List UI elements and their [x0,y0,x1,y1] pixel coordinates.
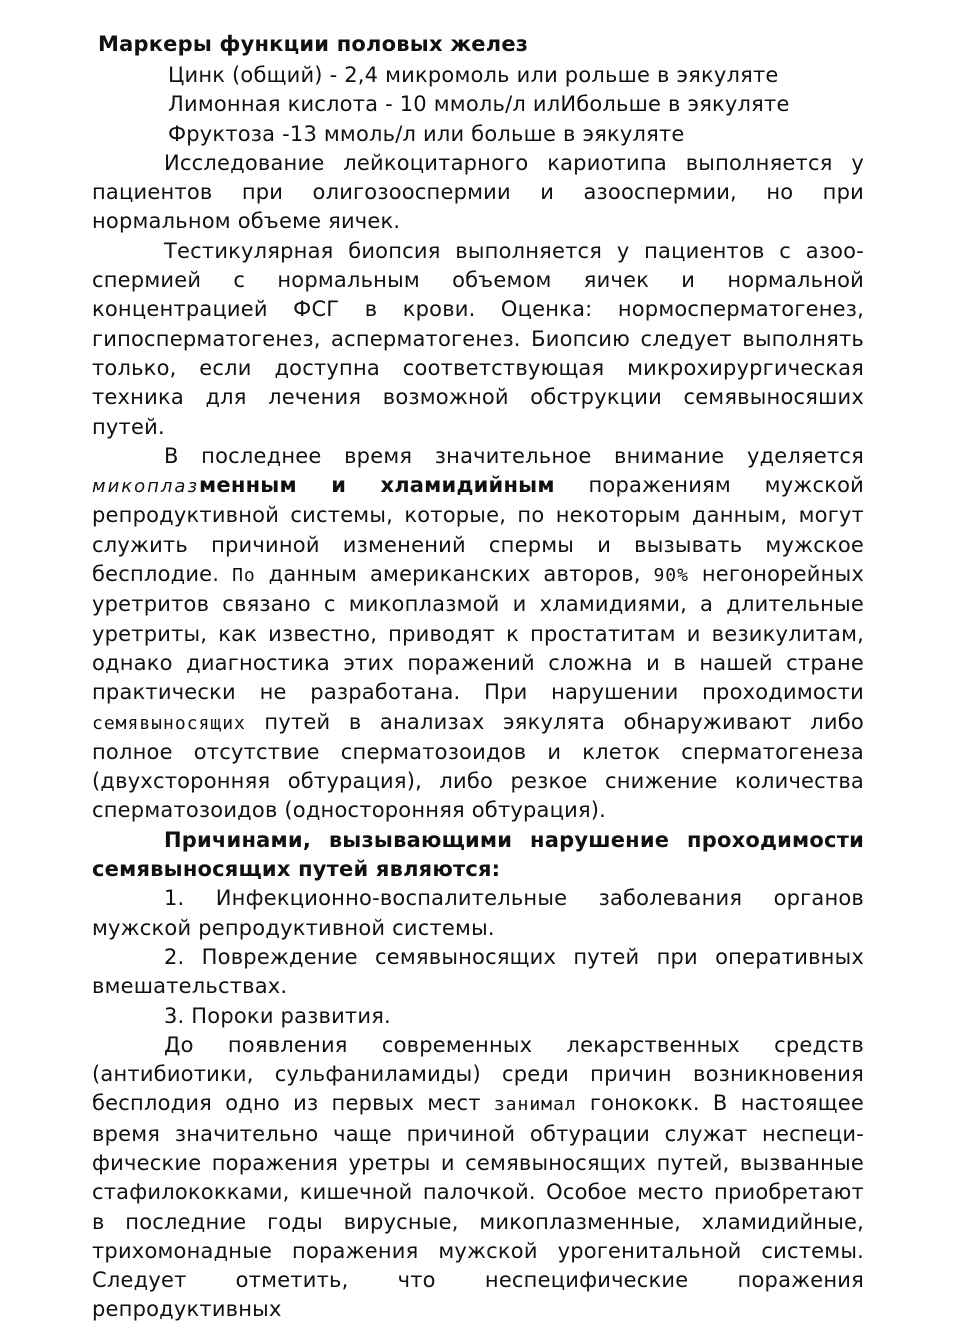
causes-heading: Причинами, вызывающими нарушение проходимости семявыносящих путей являются: [92,827,864,882]
cause-item-2: 2. Повреждение семявыносящих путей при оперативных вмешательствах. [92,944,864,999]
paragraph-karyotype: Исследование лейкоцитарного кариотипа выполняется у пациентов при олигозооспермии и азооспермии, но при нормальном объеме яичек. [92,150,864,234]
text-run-small: 90% [653,565,689,587]
text-run: В последнее время значительное внимание уделяется [164,443,864,468]
cause-item-3: 3. Пороки развития. [164,1003,391,1028]
cause-item-1: 1. Инфекционно-воспалительные заболевания органов мужской репродуктивной системы. [92,886,864,940]
paragraph-biopsy: Тестикулярная биопсия выполняется у пациентов с азоо-спермией с нормальным объемом яичек и нормальной концентрацией ФСГ в крови. Оценка: нормосперматогенез, гипосперматогенез, асперматогенез. Биопсию следует выполнять только, если доступна соответствующая микрохирургическая техника для лечения возможной обструкции семявыносяших путей. [92,238,864,439]
text-run-bold: менным и хламидийным [199,473,555,498]
text-run: поражениям мужской репродуктивной системы, которые, по некоторым данным, могут служить причиной изменений спермы и вызывать мужское бесплодие. [92,473,864,587]
marker-zinc: Цинк (общий) - 2,4 микромоль или рольше в эякуляте [168,63,779,87]
text-run: путей в анализах эякулята обнаруживают либо полное отсутствие сперматозоидов и клеток сперматогенеза (двухсторонняя обтурация), либо резкое снижение количества сперматозоидов (односторонняя обтурация). [92,709,864,823]
section-title: Маркеры функции половых желез [98,32,529,56]
marker-citric-acid: Лимонная кислота - 10 ммоль/л илИбольше в эякуляте [168,92,790,117]
text-run: данным американских авторов, [268,562,641,587]
text-run: гонококк. В настоящее время значительно чаще причиной обтурации служат неспеци-фические поражения уретры и семявыносящих путей, вызванные стафилококками, кишечной палочкой. Особое место приобретают в последние годы вирусные, микоплазменные, хламидийные, трихомонадные поражения мужской урогенитальной системы. Следует отметить, что неспецифические поражения репродуктивных [92,1091,864,1322]
text-run-small: По [232,565,256,587]
document-page [92,30,864,1325]
text-run-small: занимал [493,1094,577,1116]
text-run-italic: микоплаз [92,476,200,498]
text-run-small: семявыносящих [92,712,246,734]
text-run: негонорейных уретритов связано с микоплазмой и хламидиями, а длительные уретриты, как известно, приводят к простатитам и везикулитам, однако диагностика этих поражений сложна и в нашей стране практически не разработана. При нарушении проходимости [92,562,864,705]
paragraph-mycoplasma [92,442,864,826]
paragraph-gonococcus [92,1031,864,1325]
text-run: До появления современных лекарственных средств (антибиотики, сульфаниламиды) среди причин возникновения бесплодия одно из первых мест [92,1032,864,1116]
marker-fructose: Фруктоза -13 ммоль/л или больше в эякуляте [168,121,685,146]
